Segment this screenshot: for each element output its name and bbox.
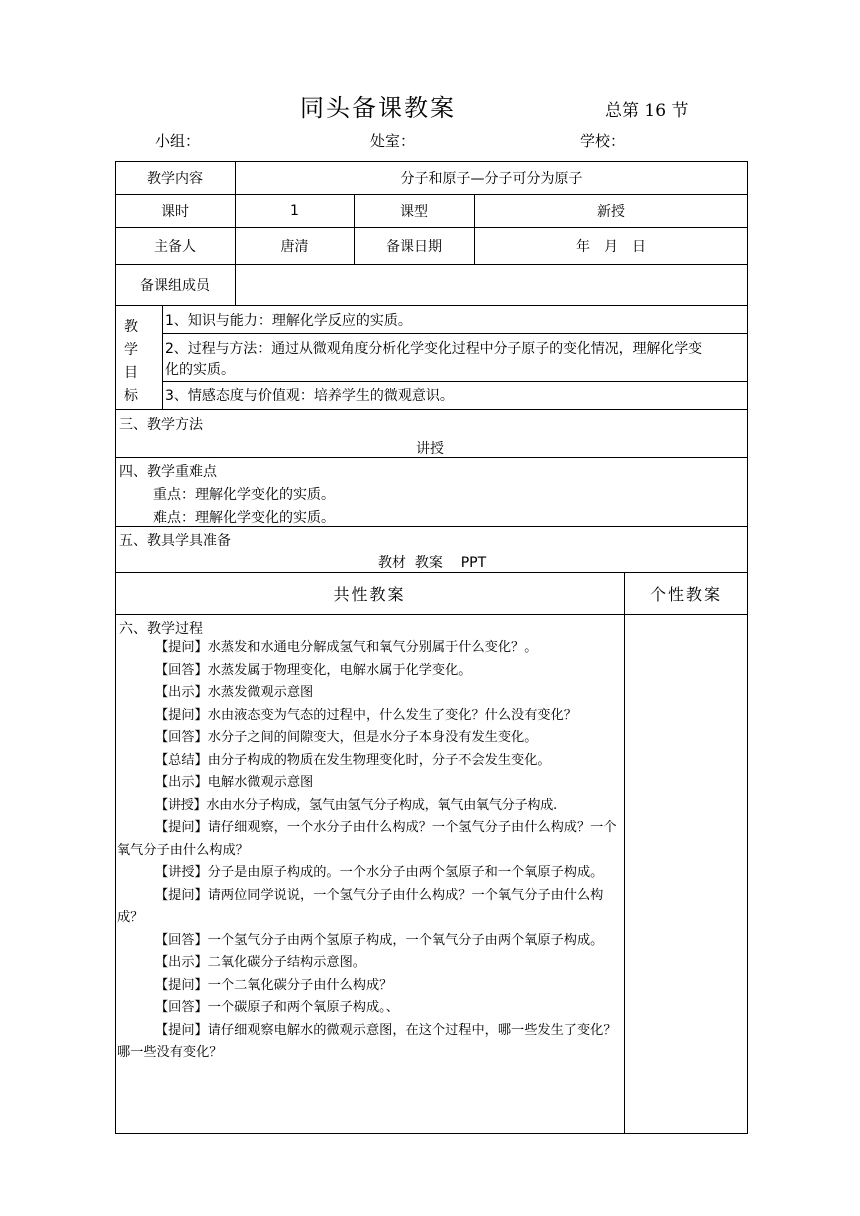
process-line: 【讲授】分子是由原子构成的。一个水分子由两个氢原子和一个氧原子构成。 xyxy=(155,865,604,880)
process-line: 【出示】二氧化碳分子结构示意图。 xyxy=(155,955,366,970)
method-value: 讲授 xyxy=(416,441,444,457)
process-line: 【出示】水蒸发微观示意图 xyxy=(155,685,314,700)
process-line: 【提问】水由液态变为气态的过程中，什么发生了变化？什么没有变化？ xyxy=(155,707,577,723)
period-label: 课时 xyxy=(161,203,189,220)
materials-value: 教材 教案 PPT xyxy=(378,555,487,571)
process-line: 【提问】请仔细观察电解水的微观示意图，在这个过程中，哪一些发生了变化？哪一些没有变化？ xyxy=(117,1022,617,1060)
objective-process-cont: 化的实质。 xyxy=(165,362,235,378)
objective-attitude: 3、情感态度与价值观：培养学生的微观意识。 xyxy=(165,388,454,404)
keypoints-heading: 四、教学重难点 xyxy=(119,464,217,480)
members-value xyxy=(235,264,748,305)
type-label: 课型 xyxy=(400,203,428,220)
process-heading: 六、教学过程 xyxy=(119,621,203,637)
members-label: 备课组成员 xyxy=(140,277,210,294)
content-value: 分子和原子—分子可分为原子 xyxy=(400,170,583,187)
type-value: 新授 xyxy=(597,203,625,220)
group-label: 小组： xyxy=(155,132,201,150)
objectives-label-char: 目 xyxy=(124,365,138,381)
process-line: 【出示】电解水微观示意图 xyxy=(155,775,314,790)
school-label: 学校： xyxy=(580,132,626,150)
office-label: 处室： xyxy=(370,132,416,150)
process-line: 【提问】请两位同学说说，一个氢气分子由什么构成？一个氧气分子由什么构成？ xyxy=(117,887,604,925)
process-content xyxy=(117,637,621,1065)
preparer-value: 唐清 xyxy=(280,238,309,255)
common-plan-header: 共性教案 xyxy=(333,584,406,604)
key-point: 重点：理解化学变化的实质。 xyxy=(153,487,335,503)
objective-process: 2、过程与方法：通过从微观角度分析化学变化过程中分子原子的变化情况，理解化学变 xyxy=(165,341,703,357)
objectives-label-char: 标 xyxy=(124,388,138,404)
process-line: 【提问】请仔细观察，一个水分子由什么构成？一个氢气分子由什么构成？一个氧气分子由什么构成？ xyxy=(117,820,617,858)
process-line: 【回答】一个氢气分子由两个氢原子构成，一个氧气分子由两个氧原子构成。 xyxy=(155,932,604,948)
lesson-number: 总第 16 节 xyxy=(605,101,689,121)
method-heading: 三、教学方法 xyxy=(119,417,203,433)
date-label: 备课日期 xyxy=(386,238,442,255)
process-line: 【回答】水蒸发属于物理变化，电解水属于化学变化。 xyxy=(155,662,472,678)
page-title: 同头备课教案 xyxy=(300,94,456,122)
content-label: 教学内容 xyxy=(147,170,203,187)
process-line: 【讲授】水由水分子构成，氢气由氢气分子构成，氧气由氧气分子构成. xyxy=(155,797,557,813)
objective-knowledge: 1、知识与能力：理解化学反应的实质。 xyxy=(165,313,412,329)
personal-plan-header: 个性教案 xyxy=(649,584,722,604)
preparer-label: 主备人 xyxy=(154,238,196,255)
date-value: 年 月 日 xyxy=(576,238,646,255)
process-line: 【提问】水蒸发和水通电分解成氢气和氧气分别属于什么变化？。 xyxy=(155,640,538,655)
difficult-point: 难点：理解化学变化的实质。 xyxy=(153,510,335,526)
objectives-label-char: 教 xyxy=(124,319,138,335)
process-line: 【总结】由分子构成的物质在发生物理变化时，分子不会发生变化。 xyxy=(155,752,551,768)
process-line: 【提问】一个二氧化碳分子由什么构成？ xyxy=(155,977,393,993)
process-line: 【回答】一个碳原子和两个氧原子构成。、 xyxy=(155,1000,399,1015)
period-value: 1 xyxy=(290,202,299,219)
materials-heading: 五、教具学具准备 xyxy=(119,533,231,549)
process-line: 【回答】水分子之间的间隙变大，但是水分子本身没有发生变化。 xyxy=(155,730,538,745)
objectives-label-char: 学 xyxy=(124,342,138,358)
